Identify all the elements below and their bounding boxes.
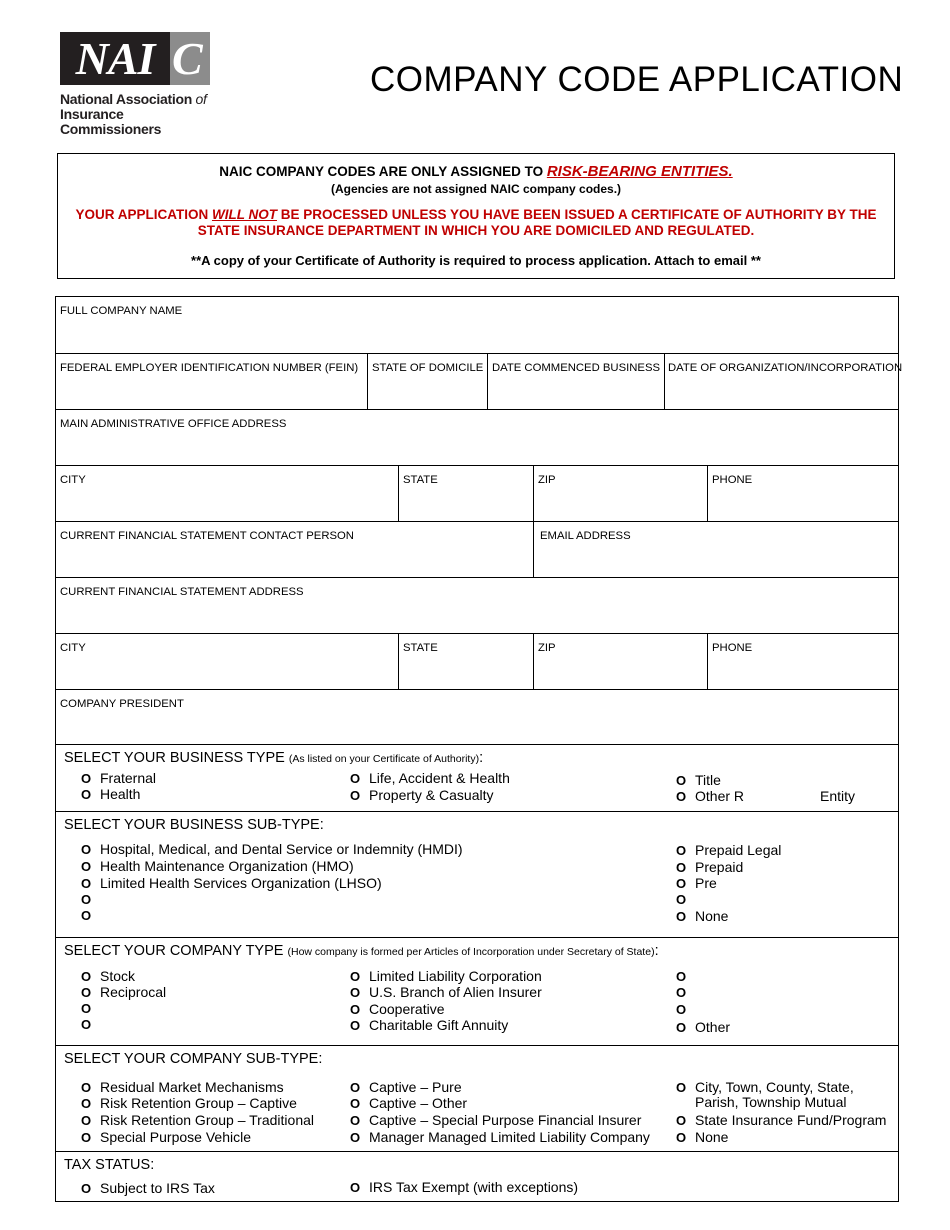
business-subtype-section [56,812,898,938]
radio-captive-other[interactable]: O Captive – Other [350,1095,468,1111]
radio-manager-managed-llc[interactable]: O Manager Managed Limited Liability Company [350,1129,650,1145]
radio-us-branch-alien[interactable]: O U.S. Branch of Alien Insurer [350,984,542,1000]
naic-logo [60,32,212,137]
row-president [56,690,898,745]
label-entity: Entity [820,788,856,804]
radio-health[interactable]: O Health [81,786,141,802]
notice-agencies: (Agencies are not assigned NAIC company codes.) [330,182,622,196]
radio-hmo[interactable]: O Health Maintenance Organization (HMO) [81,858,354,874]
fs-zip-field[interactable]: ZIP [533,634,707,689]
row-fs-city [56,634,898,690]
main-city-field[interactable]: CITY [60,474,86,486]
radio-blank-4[interactable]: O [81,1001,92,1016]
notice-attach: **A copy of your Certificate of Authority is required to process application. Attach to email ** [191,253,761,268]
radio-city-town-county[interactable]: O City, Town, County, State, [676,1079,854,1095]
radio-subject-irs-tax[interactable]: O Subject to IRS Tax [81,1180,215,1196]
fein-field[interactable]: FEDERAL EMPLOYER IDENTIFICATION NUMBER (FEIN) [60,362,359,374]
radio-blank-2[interactable]: O [81,908,92,923]
notice-risk-bearing: NAIC COMPANY CODES ARE ONLY ASSIGNED TO RISK-BEARING ENTITIES. [219,163,733,180]
main-zip-field[interactable]: ZIP [533,466,707,521]
logo-mark [60,32,212,85]
full-company-name-field[interactable]: FULL COMPANY NAME [60,305,183,317]
radio-prepaid-legal[interactable]: O Prepaid Legal [676,842,782,858]
radio-blank-6[interactable]: O [676,969,687,984]
radio-none-business-subtype[interactable]: O None [676,908,729,924]
tax-status-heading: TAX STATUS: [64,1157,155,1173]
business-subtype-heading: SELECT YOUR BUSINESS SUB-TYPE: [64,817,324,833]
radio-pre[interactable]: O Pre [676,875,717,891]
radio-fraternal[interactable]: O Fraternal [81,770,157,786]
state-of-domicile-field[interactable]: STATE OF DOMICILE [367,354,487,409]
row-company-name [56,297,898,354]
fs-address-field[interactable]: CURRENT FINANCIAL STATEMENT ADDRESS [60,586,304,598]
radio-cooperative[interactable]: O Cooperative [350,1001,445,1017]
radio-blank-3[interactable]: O [676,892,687,907]
radio-title[interactable]: O Title [676,772,721,788]
radio-hmdi[interactable]: O Hospital, Medical, and Dental Service or Indemnity (HMDI) [81,841,463,857]
row-fs-address [56,578,898,634]
radio-other-r[interactable]: O Other R [676,788,745,804]
fs-state-field[interactable]: STATE [398,634,533,689]
radio-captive-pure[interactable]: O Captive – Pure [350,1079,462,1095]
radio-other-company-type[interactable]: O Other [676,1019,731,1035]
logo-letters: NAI [60,32,170,85]
fs-city-field[interactable]: CITY [60,642,86,654]
company-subtype-heading: SELECT YOUR COMPANY SUB-TYPE: [64,1051,323,1067]
application-form [55,296,903,1202]
logo-org-line2: Insurance Commissioners [60,106,162,137]
radio-rrg-traditional[interactable]: O Risk Retention Group – Traditional [81,1112,314,1128]
contact-person-field[interactable]: CURRENT FINANCIAL STATEMENT CONTACT PERSON [60,530,354,542]
company-subtype-section [56,1046,898,1152]
main-office-address-field[interactable]: MAIN ADMINISTRATIVE OFFICE ADDRESS [60,418,287,430]
company-president-field[interactable]: COMPANY PRESIDENT [60,698,184,710]
radio-llc[interactable]: O Limited Liability Corporation [350,968,542,984]
fs-phone-field[interactable]: PHONE [707,634,898,689]
radio-life-accident-health[interactable]: O Life, Accident & Health [350,770,510,786]
radio-blank-7[interactable]: O [676,985,687,1000]
radio-irs-tax-exempt[interactable]: O IRS Tax Exempt (with exceptions) [350,1179,579,1195]
company-type-heading: SELECT YOUR COMPANY TYPE (How company is formed per Articles of Incorporation under Secretary of State): [64,943,659,959]
radio-blank-1[interactable]: O [81,892,92,907]
business-type-heading: SELECT YOUR BUSINESS TYPE (As listed on your Certificate of Authority): [64,750,484,766]
radio-captive-spfi[interactable]: O Captive – Special Purpose Financial Insurer [350,1112,642,1128]
main-phone-field[interactable]: PHONE [707,466,898,521]
radio-residual-market[interactable]: O Residual Market Mechanisms [81,1079,284,1095]
date-commenced-field[interactable]: DATE COMMENCED BUSINESS [487,354,664,409]
row-main-address [56,410,898,466]
radio-property-casualty[interactable]: O Property & Casualty [350,787,494,803]
company-type-section [56,938,898,1046]
main-state-field[interactable]: STATE [398,466,533,521]
radio-blank-5[interactable]: O [81,1017,92,1032]
date-organization-field[interactable]: DATE OF ORGANIZATION/INCORPORATION [664,354,898,409]
notice-box [57,153,895,279]
radio-charitable-gift-annuity[interactable]: O Charitable Gift Annuity [350,1017,509,1033]
email-field[interactable]: EMAIL ADDRESS [533,522,898,577]
radio-stock[interactable]: O Stock [81,968,136,984]
notice-certificate-warning: YOUR APPLICATION WILL NOT BE PROCESSED UNLESS YOU HAVE BEEN ISSUED A CERTIFICATE OF AUTHORITY BY THE STATE INSURANCE DEPARTMENT IN WHICH YOU ARE DOMICILED AND REGULATED. [75,207,877,238]
radio-blank-8[interactable]: O [676,1002,687,1017]
radio-lhso[interactable]: O Limited Health Services Organization (LHSO) [81,875,382,891]
radio-reciprocal[interactable]: O Reciprocal [81,984,167,1000]
tax-status-section [56,1152,898,1203]
radio-rrg-captive[interactable]: O Risk Retention Group – Captive [81,1095,297,1111]
logo-letter-c: C [170,32,210,85]
radio-special-purpose-vehicle[interactable]: O Special Purpose Vehicle [81,1129,251,1145]
business-type-section [56,745,898,812]
page-title: COMPANY CODE APPLICATION [370,60,904,99]
row-fein [56,354,903,410]
row-main-city [56,466,898,522]
label-parish-township: Parish, Township Mutual [695,1094,847,1110]
radio-none-company-subtype[interactable]: O None [676,1129,729,1145]
radio-prepaid[interactable]: O Prepaid [676,859,744,875]
radio-state-insurance-fund[interactable]: O State Insurance Fund/Program [676,1112,887,1128]
row-contact [56,522,898,578]
logo-org-line1: National Association of [60,91,207,107]
